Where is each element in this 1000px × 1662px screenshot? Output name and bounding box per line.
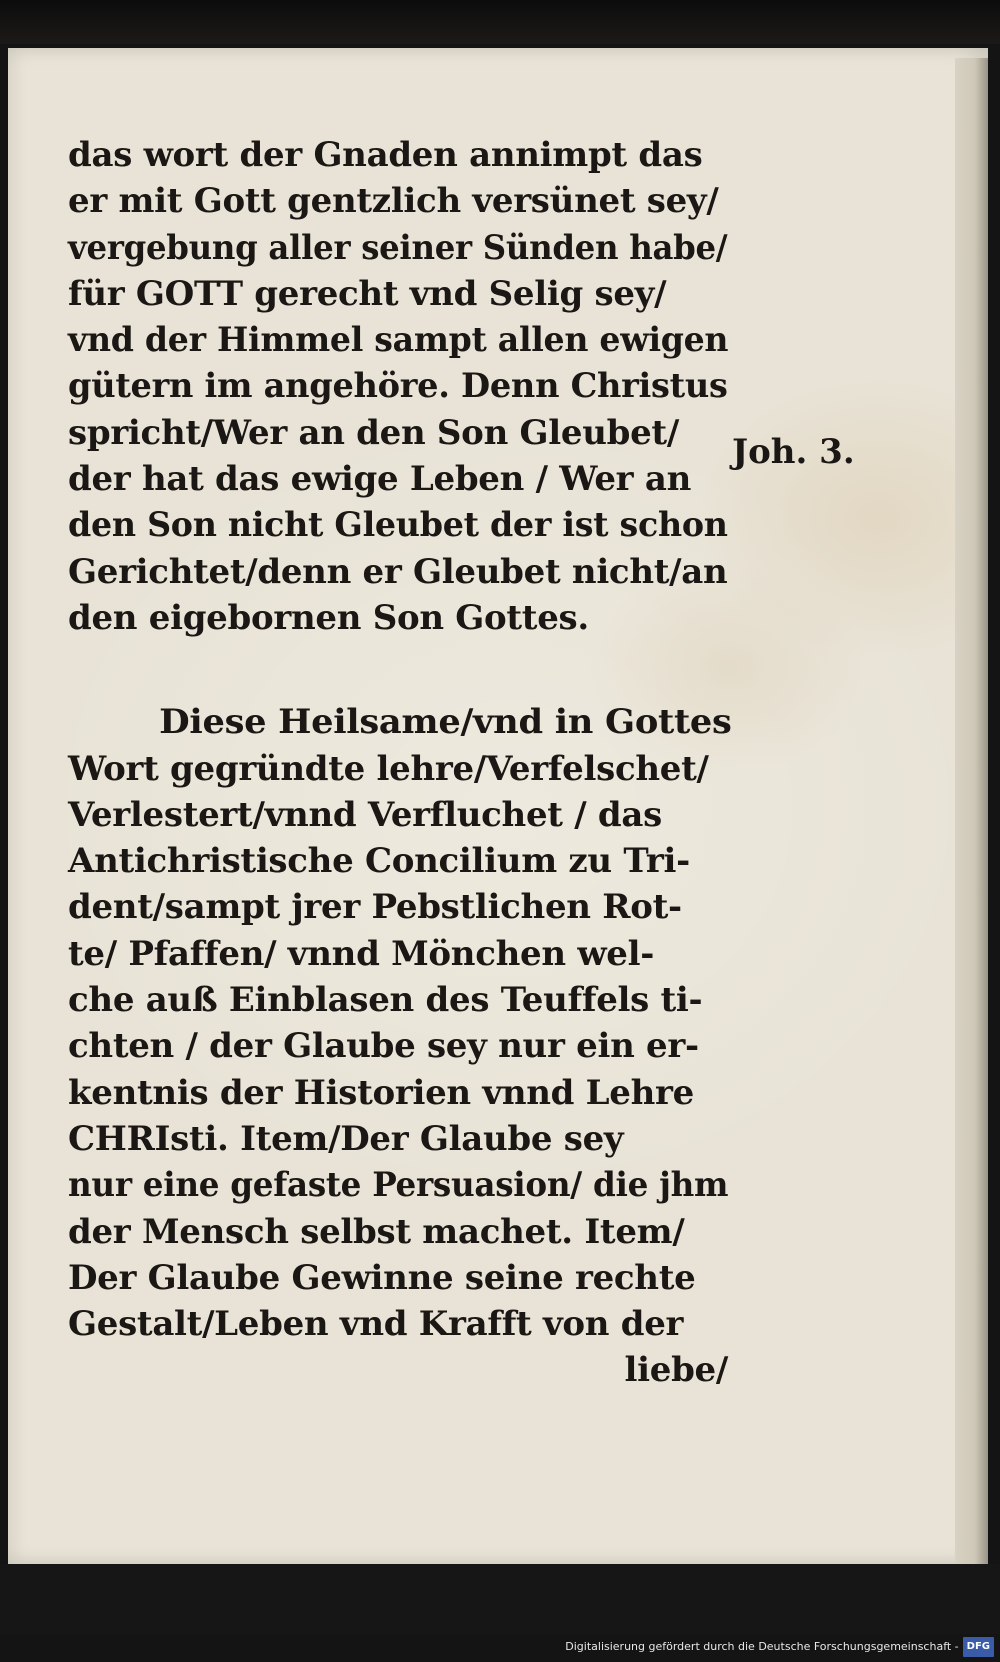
text-line: che auß Einblasen des Teuffels ti-: [68, 980, 703, 1021]
text-line: der hat das ewige Leben / Wer an: [68, 459, 691, 500]
text-line: das wort der Gnaden annimpt das: [68, 135, 703, 175]
text-line: CHRIsti. Item/Der Glaube sey: [68, 1118, 624, 1159]
text-line: den eigebornen Son Gottes.: [68, 597, 589, 638]
scan-top-border: [0, 0, 1000, 44]
text-line: für GOTT gerecht vnd Selig sey/: [68, 273, 667, 314]
text-line: er mit Gott gentzlich versünet sey/: [68, 181, 719, 222]
text-line: spricht/Wer an den Son Gleubet/: [68, 412, 679, 453]
text-line: Antichristische Concilium zu Tri-: [68, 841, 690, 882]
text-line: chten / der Glaube sey nur ein er-: [68, 1026, 699, 1067]
text-line: Wort gegründte lehre/Verfelschet/: [68, 748, 709, 789]
text-line: Diese Heilsame/vnd in Gottes: [159, 702, 732, 743]
text-line: te/ Pfaffen/ vnnd Mönchen wel-: [68, 933, 655, 974]
paragraph-gap: [68, 641, 728, 699]
footer-text: Digitalisierung gefördert durch die Deutsche Forschungsgemeinschaft -: [565, 1640, 959, 1653]
digitization-footer: [565, 1638, 994, 1656]
dfg-logo-icon: DFG: [963, 1637, 994, 1657]
text-line: den Son nicht Gleubet der ist schon: [68, 505, 728, 546]
paragraph-1: [68, 132, 728, 641]
catchword: liebe/: [624, 1350, 728, 1391]
paragraph-2: [68, 699, 732, 1393]
text-line: vnd der Himmel sampt allen ewigen: [68, 320, 729, 361]
text-line: Der Glaube Gewinne seine rechte: [68, 1257, 696, 1298]
text-line: gütern im angehöre. Denn Christus: [68, 366, 728, 407]
text-line: vergebung aller seiner Sünden habe/: [68, 227, 728, 268]
scan-bottom-border: [0, 1564, 1000, 1634]
page-text: [68, 132, 732, 1394]
text-line: Gestalt/Leben vnd Krafft von der: [68, 1304, 684, 1345]
margin-note: Joh. 3.: [732, 432, 855, 472]
text-line: Verlestert/vnnd Verfluchet / das: [68, 794, 662, 835]
text-line: Gerichtet/denn er Gleubet nicht/an: [68, 551, 728, 592]
text-line: kentnis der Historien vnnd Lehre: [68, 1072, 694, 1113]
text-line: der Mensch selbst machet. Item/: [68, 1211, 685, 1252]
text-line: dent/sampt jrer Pebstlichen Rot-: [68, 887, 682, 928]
text-line: nur eine gefaste Persuasion/ die jhm: [68, 1165, 729, 1206]
page-edge: [955, 58, 988, 1568]
